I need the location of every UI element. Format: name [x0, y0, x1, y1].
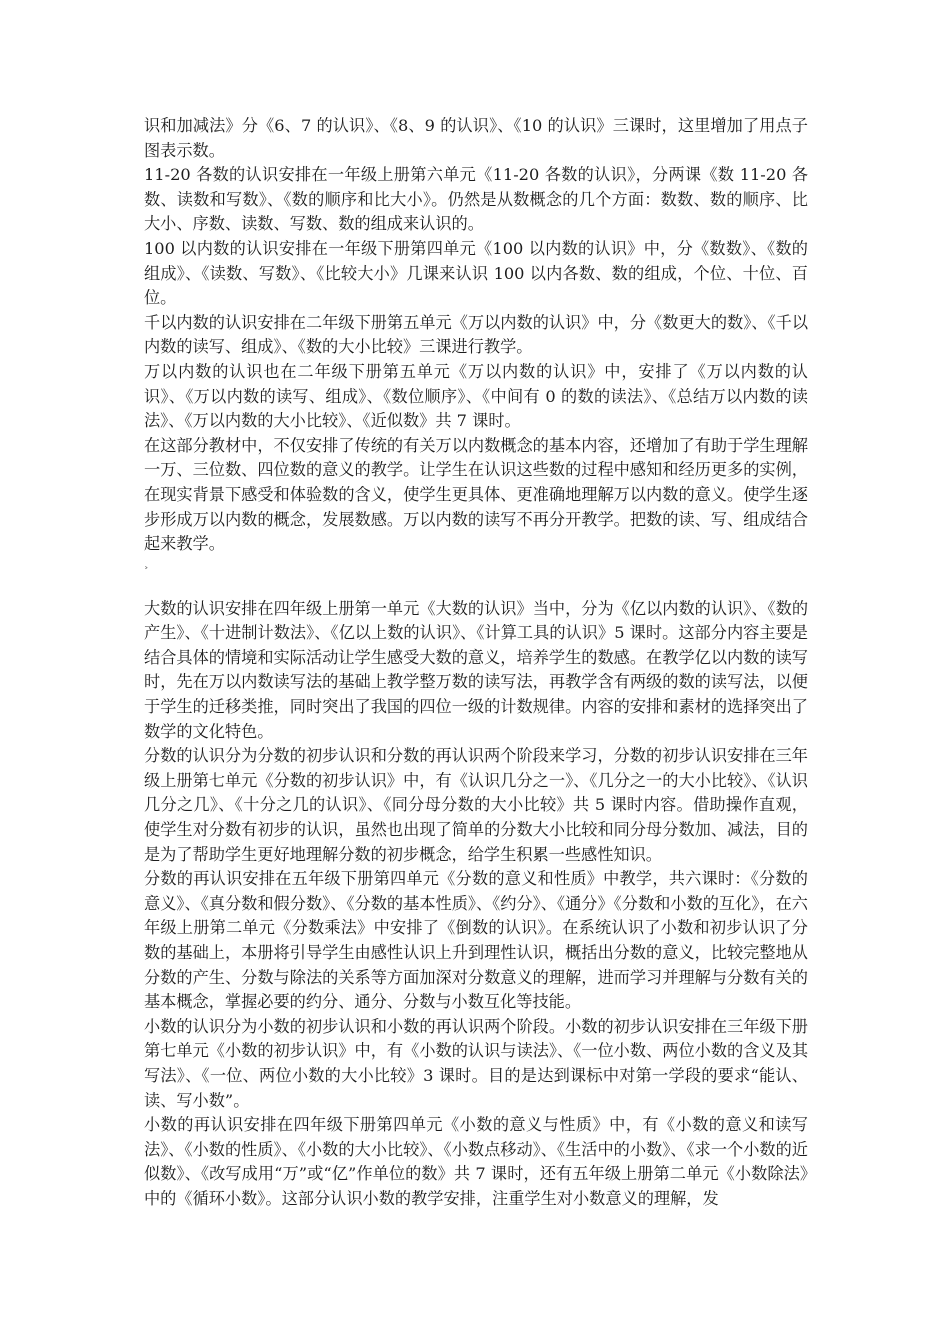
paragraph-4: 千以内数的认识安排在二年级下册第五单元《万以内数的认识》中，分《数更大的数》、《千以内数的读写、组成》、《数的大小比较》三课进行教学。: [144, 312, 808, 357]
paragraph-3: 100 以内数的认识安排在一年级下册第四单元《100 以内数的认识》中，分《数数》、《数的组成》、《读数、写数》、《比较大小》几课来认识 100 以内各数、数的组成，个位、十位、百位。: [144, 238, 808, 308]
paragraph-8: 分数的认识分为分数的初步认识和分数的再认识两个阶段来学习，分数的初步认识安排在三年级上册第七单元《分数的初步认识》中，有《认识几分之一》、《几分之一的大小比较》、《认识几分之几》、《十分之几的认识》、《同分母分数的大小比较》共 5 课时内容。借助操作直观，使学生对分数有初步的认识，虽然也出现了简单的分数大小比较和同分母分数加、减法，目的是为了帮助学生更好地理解分数的初步概念，给学生积累一些感性知识。: [144, 746, 808, 864]
paragraph-10: 小数的认识分为小数的初步认识和小数的再认识两个阶段。小数的初步认识安排在三年级下册第七单元《小数的初步认识》中，有《小数的认识与读法》、《一位小数、两位小数的含义及其写法》、《一位、两位小数的大小比较》3 课时。目的是达到课标中对第一学段的要求“能认、读、写小数”。: [144, 1016, 808, 1110]
paragraph-2: 11-20 各数的认识安排在一年级上册第六单元《11-20 各数的认识》，分两课《数 11-20 各数、读数和写数》、《数的顺序和比大小》。仍然是从数概念的几个方面：数数、数的顺序、比大小、序数、读数、写数、数的组成来认识的。: [144, 165, 808, 234]
paragraph-5: 万以内数的认识也在二年级下册第五单元《万以内数的认识》中，安排了《万以内数的认识》、《万以内数的读写、组成》、《数位顺序》、《中间有 0 的数的读法》、《总结万以内数的读法》、《万以内数的大小比较》、《近似数》共 7 课时。: [144, 361, 808, 431]
document-page: [144, 114, 808, 1212]
paragraph-9: 分数的再认识安排在五年级下册第四单元《分数的意义和性质》中教学，共六课时：《分数的意义》、《真分数和假分数》、《分数的基本性质》、《约分》、《通分》《分数和小数的互化》，在六年级上册第二单元《分数乘法》中安排了《倒数的认识》。在系统认识了小数和初步认识了分数的基础上，本册将引导学生由感性认识上升到理性认识，概括出分数的意义，比较完整地从分数的产生、分数与除法的关系等方面加深对分数意义的理解，进而学习并理解与分数有关的基本概念，掌握必要的约分、通分、分数与小数互化等技能。: [144, 869, 808, 1012]
separator-glyph: ˃: [144, 566, 149, 577]
paragraph-11: 小数的再认识安排在四年级下册第四单元《小数的意义与性质》中，有《小数的意义和读写法》、《小数的性质》、《小数的大小比较》、《小数点移动》、《生活中的小数》、《求一个小数的近似数》、《改写成用“万”或“亿”作单位的数》共 7 课时，还有五年级上册第二单元《小数除法》中的《循环小数》。这部分认识小数的教学安排，注重学生对小数意义的理解，发: [144, 1115, 808, 1208]
paragraph-1: 识和加减法》分《6、7 的认识》、《8、9 的认识》、《10 的认识》三课时，这里增加了用点子图表示数。: [144, 116, 808, 160]
separator-mark: [144, 557, 808, 597]
paragraph-6: 在这部分教材中，不仅安排了传统的有关万以内数概念的基本内容，还增加了有助于学生理解一万、三位数、四位数的意义的教学。让学生在认识这些数的过程中感知和经历更多的实例，在现实背景下感受和体验数的含义，使学生更具体、更准确地理解万以内数的意义。使学生逐步形成万以内数的概念，发展数感。万以内数的读写不再分开教学。把数的读、写、组成结合起来教学。: [144, 435, 808, 554]
paragraph-7: 大数的认识安排在四年级上册第一单元《大数的认识》当中，分为《亿以内数的认识》、《数的产生》、《十进制计数法》、《亿以上数的认识》、《计算工具的认识》5 课时。这部分内容主要是结合具体的情境和实际活动让学生感受大数的意义，培养学生的数感。在教学亿以内数的读写时，先在万以内数读写法的基础上教学整万数的读写法，再教学含有两级的数的读写法，以便于学生的迁移类推，同时突出了我国的四位一级的计数规律。内容的安排和素材的选择突出了数学的文化特色。: [144, 598, 808, 741]
